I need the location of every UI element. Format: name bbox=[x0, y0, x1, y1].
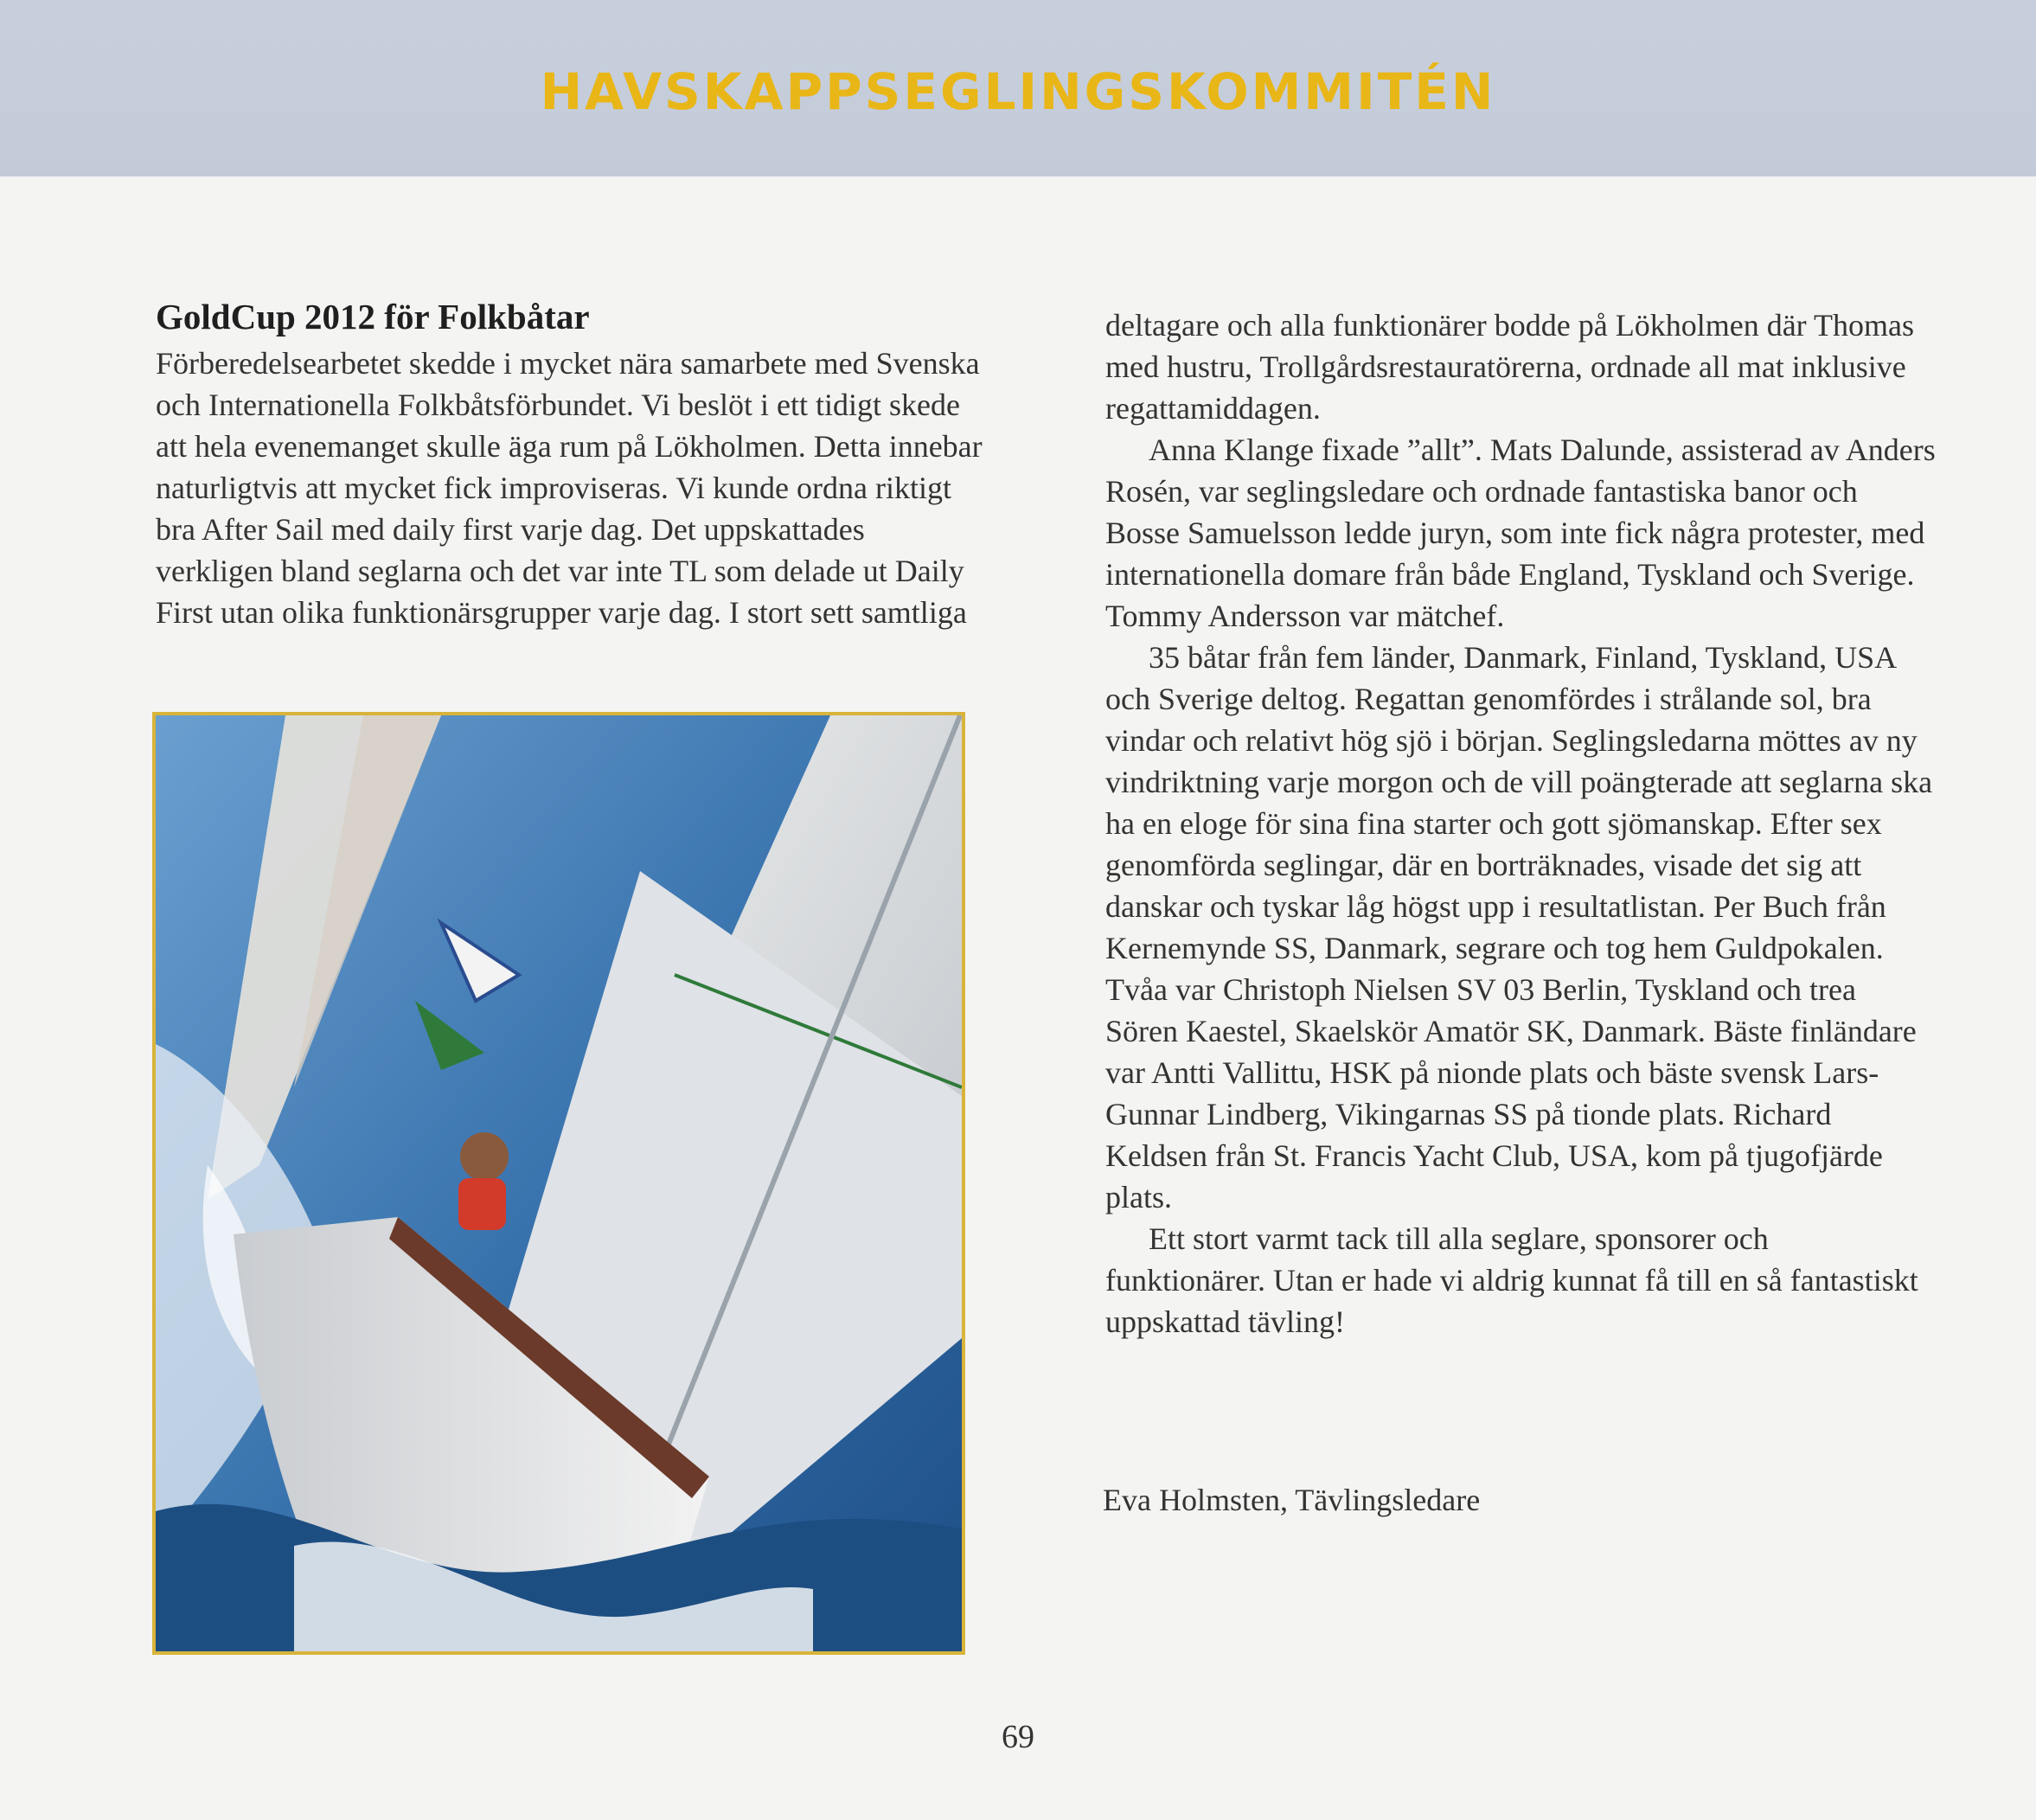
sailor-head bbox=[460, 1132, 509, 1181]
right-paragraph-1: deltagare och alla funktionärer bodde på Lökholmen där Thomas med hustru, Trollgårdsrestauratörerna, ordnade all mat inklusive regattamiddagen. bbox=[1105, 308, 1914, 426]
sailor-jacket bbox=[458, 1178, 506, 1230]
section-title: HAVSKAPPSEGLINGSKOMMITÉN bbox=[540, 62, 1496, 121]
signature: Eva Holmsten, Tävlingsledare bbox=[1103, 1483, 1481, 1517]
left-paragraph: Förberedelsearbetet skedde i mycket nära samarbete med Svenska och Internationella Folkbåtsförbundet. Vi beslöt i ett tidigt skede att hela evenemanget skulle äga rum på Lökholmen. Detta innebar naturligtvis att mycket fick improviseras. Vi kunde ordna riktigt bra After Sail med daily first varje dag. Det uppskattades verkligen bland seglarna och det var inte TL som delade ut Daily First utan olika funktionärsgrupper varje dag. I stort sett samtliga bbox=[156, 346, 983, 630]
right-paragraph-4: Ett stort varmt tack till alla seglare, sponsorer och funktionärer. Utan er hade vi aldrig kunnat få till en så fantastiskt uppskattad tävling! bbox=[1105, 1221, 1918, 1339]
article-title: GoldCup 2012 för Folkbåtar bbox=[156, 297, 590, 336]
page-number: 69 bbox=[1002, 1719, 1034, 1755]
sailboat-illustration bbox=[156, 715, 962, 1651]
right-column bbox=[1105, 304, 1936, 1343]
right-paragraph-3: 35 båtar från fem länder, Danmark, Finland, Tyskland, USA och Sverige deltog. Regattan genomfördes i strålande sol, bra vindar och relativt hög sjö i början. Seglingsledarna möttes av ny vindriktning varje morgon och de vill poängterade att seglarna ska ha en eloge för sina fina starter och gott sjömanskap. Efter sex genomförda seglingar, där en borträknades, visade det sig att danskar och tyskar låg högst upp i resultatlistan. Per Buch från Kernemynde SS, Danmark, segrare och tog hem Guldpokalen. Tvåa var Christoph Nielsen SV 03 Berlin, Tyskland och trea Sören Kaestel, Skaelskör Amatör SK, Danmark. Bäste finländare var Antti Vallittu, HSK på nionde plats och bäste svensk Lars-Gunnar Lindberg, Vikingarnas SS på tionde plats. Richard Keldsen från St. Francis Yacht Club, USA, kom på tjugofjärde plats. bbox=[1105, 640, 1933, 1214]
sailing-photo bbox=[152, 712, 965, 1655]
right-paragraph-2: Anna Klange fixade ”allt”. Mats Dalunde, assisterad av Anders Rosén, var seglingsledare och ordnade fantastiska banor och Bosse Samuelsson ledde juryn, som inte fick några protester, med internationella domare från både England, Tyskland och Sverige. Tommy Andersson var mätchef. bbox=[1105, 433, 1936, 633]
left-column bbox=[156, 294, 986, 633]
